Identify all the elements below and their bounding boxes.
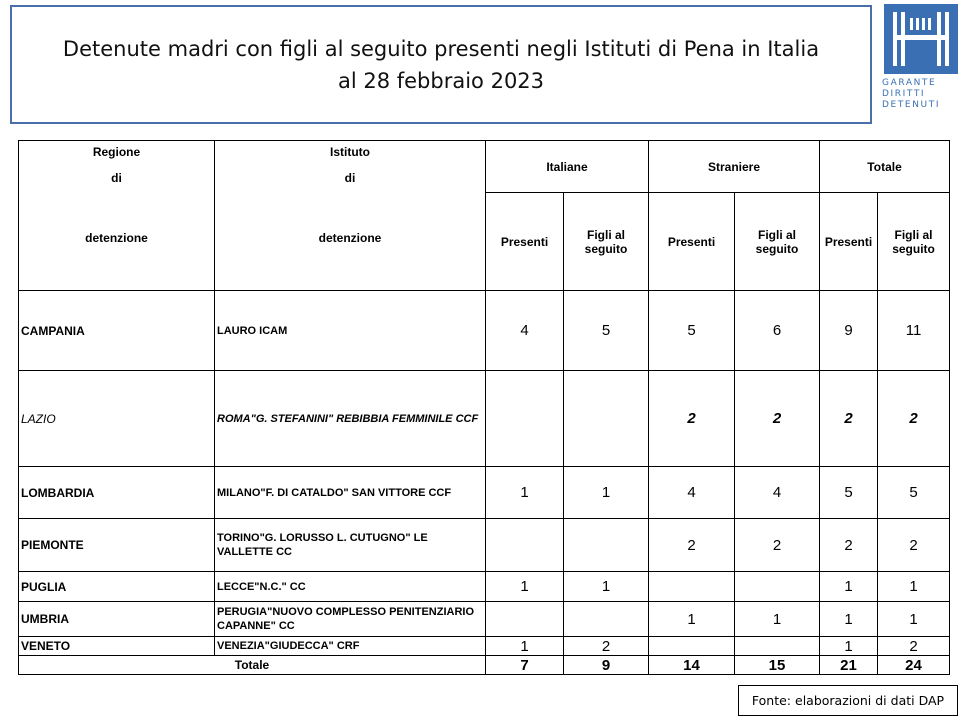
row-st-figli [735,572,820,602]
row-it-figli [564,371,649,467]
totals-st-figli: 15 [735,656,820,675]
garante-logo-icon [884,4,958,74]
header-it-presenti: Presenti [486,193,564,291]
header-st-presenti: Presenti [649,193,735,291]
row-tot-presenti: 1 [820,572,878,602]
row-regione: UMBRIA [19,602,215,637]
totals-row [19,656,950,675]
row-it-presenti: 1 [486,637,564,656]
header-it-figli: Figli al seguito [564,193,649,291]
row-istituto: MILANO"F. DI CATALDO" SAN VITTORE CCF [215,467,486,519]
table-row [19,572,950,602]
row-tot-figli: 2 [878,371,950,467]
row-tot-presenti: 1 [820,637,878,656]
totals-it-presenti: 7 [486,656,564,675]
row-tot-figli: 2 [878,519,950,572]
header-straniere: Straniere [649,141,820,193]
table-row [19,637,950,656]
header-istituto-bottom: detenzione [318,231,382,245]
header-italiane: Italiane [486,141,649,193]
row-regione: CAMPANIA [19,291,215,371]
row-it-presenti [486,519,564,572]
row-tot-figli: 1 [878,572,950,602]
header-st-figli: Figli al seguito [735,193,820,291]
logo-text-line-2: DIRITTI [882,89,926,99]
row-tot-figli: 11 [878,291,950,371]
row-it-figli [564,602,649,637]
row-st-presenti: 1 [649,602,735,637]
garante-logo [882,4,958,112]
row-istituto: TORINO"G. LORUSSO L. CUTUGNO" LE VALLETTE CC [215,519,486,572]
totals-tot-presenti: 21 [820,656,878,675]
row-tot-presenti: 1 [820,602,878,637]
title-line-2: al 28 febbraio 2023 [337,68,545,93]
row-it-presenti: 1 [486,467,564,519]
table-row [19,291,950,371]
row-regione: LOMBARDIA [19,467,215,519]
row-it-figli: 2 [564,637,649,656]
row-tot-presenti: 2 [820,519,878,572]
detainee-mothers-table [18,140,950,675]
row-it-figli: 1 [564,572,649,602]
row-st-figli: 2 [735,371,820,467]
row-regione: VENETO [19,637,215,656]
source-note: Fonte: elaborazioni di dati DAP [738,685,958,716]
row-it-presenti: 4 [486,291,564,371]
header-totale: Totale [820,141,950,193]
row-st-presenti: 2 [649,371,735,467]
row-tot-presenti: 5 [820,467,878,519]
row-st-presenti: 2 [649,519,735,572]
row-tot-presenti: 2 [820,371,878,467]
row-st-presenti: 5 [649,291,735,371]
row-st-figli [735,637,820,656]
header-tot-figli: Figli al seguito [878,193,950,291]
row-tot-figli: 1 [878,602,950,637]
row-regione: LAZIO [19,371,215,467]
row-istituto: VENEZIA"GIUDECCA" CRF [215,637,486,656]
header-istituto [215,141,486,291]
row-st-figli: 2 [735,519,820,572]
row-st-figli: 4 [735,467,820,519]
row-istituto: LECCE"N.C." CC [215,572,486,602]
row-regione: PIEMONTE [19,519,215,572]
table-row [19,602,950,637]
totals-st-presenti: 14 [649,656,735,675]
header-row-groups [19,141,950,193]
header-istituto-top: Istituto [330,145,370,159]
header-regione [19,141,215,291]
row-it-presenti: 1 [486,572,564,602]
row-tot-presenti: 9 [820,291,878,371]
row-st-figli: 1 [735,602,820,637]
logo-text-line-1: GARANTE [882,78,937,88]
totals-tot-figli: 24 [878,656,950,675]
totals-it-figli: 9 [564,656,649,675]
row-tot-figli: 5 [878,467,950,519]
row-regione: PUGLIA [19,572,215,602]
row-st-presenti [649,572,735,602]
title-line-1: Detenute madri con figli al seguito presenti negli Istituti di Pena in Italia [62,36,820,61]
row-istituto: LAURO ICAM [215,291,486,371]
header-regione-bottom: detenzione [85,231,148,245]
row-it-presenti [486,602,564,637]
table-row [19,467,950,519]
row-st-figli: 6 [735,291,820,371]
row-it-figli [564,519,649,572]
header-istituto-mid: di [344,171,356,185]
row-st-presenti [649,637,735,656]
row-it-figli: 5 [564,291,649,371]
row-istituto: PERUGIA"NUOVO COMPLESSO PENITENZIARIO CAPANNE" CC [215,602,486,637]
logo-text [882,78,960,111]
row-tot-figli: 2 [878,637,950,656]
header-regione-top: Regione [92,145,141,159]
header-regione-mid: di [111,171,122,185]
totals-label: Totale [19,656,486,675]
header-tot-presenti: Presenti [820,193,878,291]
row-it-figli: 1 [564,467,649,519]
table-row [19,371,950,467]
logo-text-line-3: DETENUTI [882,100,941,110]
row-st-presenti: 4 [649,467,735,519]
row-it-presenti [486,371,564,467]
table-row [19,519,950,572]
row-istituto: ROMA"G. STEFANINI" REBIBBIA FEMMINILE CCF [215,371,486,467]
title-box [10,5,872,124]
